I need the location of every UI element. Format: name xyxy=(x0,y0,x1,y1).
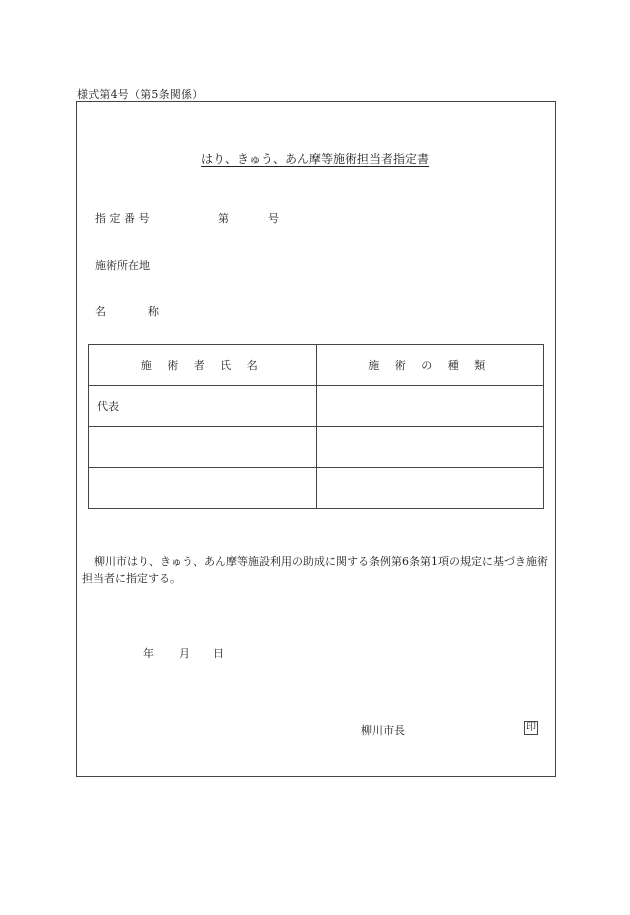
designation-dai: 第 xyxy=(218,212,229,225)
table-cell xyxy=(316,386,544,427)
name-label-1: 名 xyxy=(95,305,106,318)
form-number: 様式第4号（第5条関係） xyxy=(77,88,204,101)
date-day: 日 xyxy=(213,647,224,660)
date-year: 年 xyxy=(143,647,154,660)
table-row xyxy=(89,468,544,509)
table-row xyxy=(89,427,544,468)
date-month: 月 xyxy=(179,647,190,660)
designation-statement: 柳川市はり、きゅう、あん摩等施設利用の助成に関する条例第6条第1項の規定に基づき施術担当者に指定する。 xyxy=(82,555,548,585)
name-label-2: 称 xyxy=(148,305,159,318)
practitioner-table xyxy=(88,344,544,509)
designation-number-label: 指 定 番 号 xyxy=(95,212,150,225)
table-cell xyxy=(89,468,317,509)
column-header-treatment-type: 施 術 の 種 類 xyxy=(316,345,544,386)
mayor-title: 柳川市長 xyxy=(361,724,405,737)
table-cell: 代表 xyxy=(89,386,317,427)
location-label: 施術所在地 xyxy=(95,259,150,272)
table-header-row xyxy=(89,345,544,386)
table-cell xyxy=(316,427,544,468)
column-header-practitioner-name: 施 術 者 氏 名 xyxy=(89,345,317,386)
document-title: はり、きゅう、あん摩等施術担当者指定書 xyxy=(200,152,429,166)
designation-gou: 号 xyxy=(268,212,279,225)
table-row xyxy=(89,386,544,427)
table-cell xyxy=(316,468,544,509)
table-cell xyxy=(89,427,317,468)
seal-mark: 印 xyxy=(526,722,536,733)
